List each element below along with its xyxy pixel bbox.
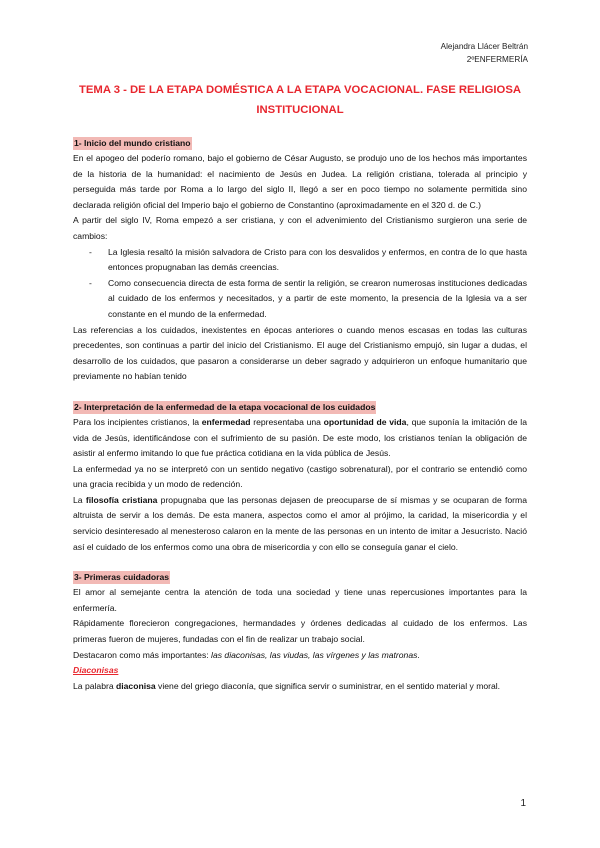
header-author-block: [441, 40, 528, 66]
text-run: propugnaba que las personas dejasen de preocuparse de sí mismas y se ocuparan de forma altruista de servir a los demás. De esta manera, aspectos como el amor al prójimo, la caridad, la misericordia y el servicio desinteresado al menesteroso calaron en la mente de las personas en un intento de imitar a Jesucristo. Nació así el cuidado de los enfermos como una obra de misericordia y con ello se conseguía ganar el cielo.: [73, 494, 527, 552]
section-2-paragraph-1: [73, 415, 527, 462]
text-run: , que suponía la imitación de la vida de Jesús, identificándose con el sufrimiento de su pasión. De este modo, los cristianos tenían la obligación de asistir al enfermo imitando lo que fue práctica cotidiana en la vida pública de Jesús.: [73, 416, 527, 459]
section-2-paragraph-2: La enfermedad ya no se interpretó con un sentido negativo (castigo sobrenatural), por el contrario se entendió como una gracia recibida y un modo de redención.: [73, 463, 527, 490]
section-2-heading: 2- Interpretación de la enfermedad de la etapa vocacional de los cuidados: [74, 401, 376, 412]
bold-term-enfermedad: enfermedad: [201, 416, 251, 427]
bold-term-oportunidad: oportunidad de vida: [323, 416, 407, 427]
course-label: 2ºENFERMERÍA: [466, 55, 528, 64]
bold-term-filosofia: filosofía cristiana: [85, 494, 158, 505]
section-1-bullet-2: - Como consecuencia directa de esta forma de sentir la religión, se crearon numerosas instituciones dedicadas al cuidado de los enfermos y necesitados, y a partir de este momento, la presencia de la Iglesia va a ser constante en el mundo de la enfermedad.: [108, 276, 527, 323]
section-1-list: [73, 245, 527, 323]
italic-list: las diaconisas, las viudas, las vírgenes y las matronas: [211, 649, 418, 660]
section-3-paragraph-1: El amor al semejante centra la atención de toda una sociedad y tiene unas repercusiones importantes para la enfermería.: [73, 587, 527, 613]
document-title: [72, 80, 528, 120]
section-1-paragraph-1: En el apogeo del poderío romano, bajo el gobierno de César Augusto, se produjo uno de los hechos más importantes de la historia de la humanidad: el nacimiento de Jesús en Judea. La religión cristiana, tolerada al principio y perseguida más tarde por Roma a lo largo del siglo II, llegó a ser en poco tiempo no solamente permitida sino declarada religión oficial del Imperio bajo el gobierno de Constantino (aproximadamente en el 320 d. de C.): [73, 153, 527, 210]
text-run: La palabra: [73, 680, 117, 691]
text-run: Para los incipientes cristianos, la: [73, 416, 202, 427]
title-line-2: INSTITUCIONAL: [256, 104, 344, 116]
text-run: Destacaron como más importantes:: [73, 649, 212, 660]
section-1-paragraph-3: Las referencias a los cuidados, inexistentes en épocas anteriores o cuando menos escasas en todas las culturas precedentes, son continuas a partir del inicio del Cristianismo. El auge del Cristianismo empujó, sin lugar a dudas, el desarrollo de los cuidados, que pasaron a considerarse un deber sagrado y adquirieron un enfoque humanitario que previamente no habían tenido: [73, 324, 527, 382]
title-line-1: TEMA 3 - DE LA ETAPA DOMÉSTICA A LA ETAPA VOCACIONAL. FASE RELIGIOSA: [78, 84, 522, 96]
subheading-diaconisas: Diaconisas: [73, 665, 119, 676]
section-1-bullet-1: - La Iglesia resaltó la misión salvadora de Cristo para con los desvalidos y enfermos, en contra de lo que hasta entonces propugnaban las demás creencias.: [108, 245, 527, 276]
text-run: representaba una: [250, 416, 324, 427]
text-run: La: [73, 494, 86, 505]
section-3-paragraph-2: Rápidamente florecieron congregaciones, hermandades y órdenes dedicadas al cuidado de los enfermos. Las primeras fueron de mujeres, fundadas con el fin de realizar un trabajo social.: [73, 618, 527, 645]
section-1-heading: 1- Inicio del mundo cristiano: [74, 138, 191, 148]
author-name: Alejandra Llácer Beltrán: [440, 42, 528, 51]
section-2-paragraph-3: [73, 493, 527, 555]
section-3-paragraph-3: [73, 648, 527, 664]
text-run: .: [417, 649, 420, 660]
bold-term-diaconisa: diaconisa: [116, 680, 156, 691]
section-1-paragraph-2: A partir del siglo IV, Roma empezó a ser cristiana, y con el advenimiento del Cristianismo surgieron una serie de cambios:: [73, 215, 527, 241]
section-3-heading: 3- Primeras cuidadoras: [74, 572, 170, 583]
text-run: viene del griego diaconía, que significa servir o suministrar, en el sentido material y moral.: [155, 680, 501, 691]
document-body: [73, 133, 527, 694]
section-3-paragraph-4: [73, 679, 527, 695]
page-number: 1: [520, 798, 526, 809]
